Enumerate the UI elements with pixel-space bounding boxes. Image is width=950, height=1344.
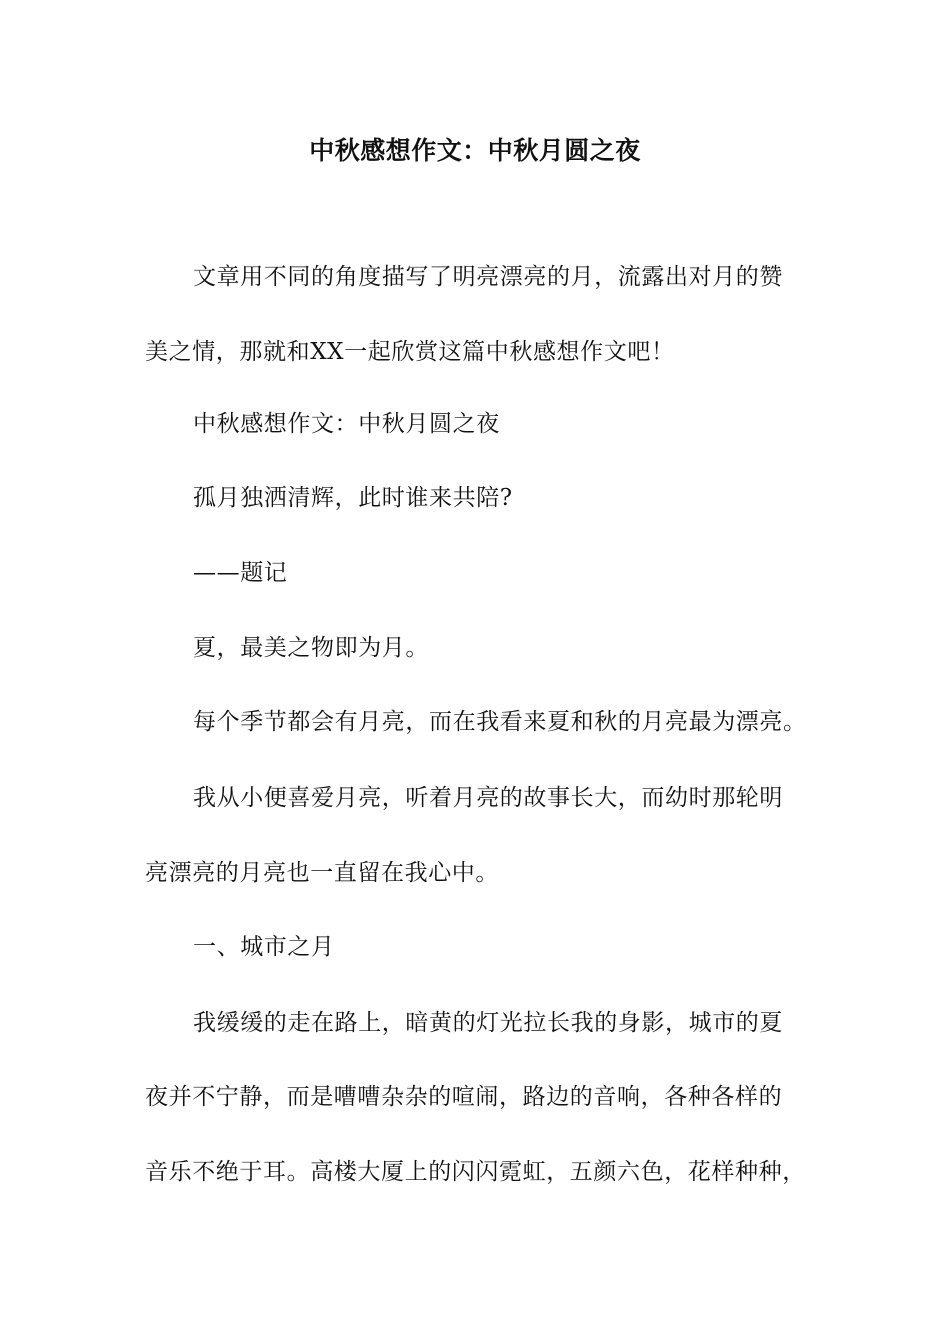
paragraph-line: 文章用不同的角度描写了明亮漂亮的月，流露出对月的赞: [193, 264, 783, 290]
paragraph-line: 孤月独洒清辉，此时谁来共陪?: [193, 485, 513, 511]
paragraph-line: ——题记: [193, 560, 288, 586]
document-title: 中秋感想作文：中秋月圆之夜: [309, 136, 641, 165]
paragraph-line: 夜并不宁静，而是嘈嘈杂杂的喧闹，路边的音响，各种各样的: [145, 1084, 783, 1110]
paragraph-line: 夏，最美之物即为月。: [193, 635, 429, 661]
paragraph-line: 音乐不绝于耳。高楼大厦上的闪闪霓虹，五颜六色，花样种种，: [145, 1159, 806, 1185]
paragraph-line: 中秋感想作文：中秋月圆之夜: [193, 411, 500, 437]
paragraph-line: 我从小便喜爱月亮，听着月亮的故事长大，而幼时那轮明: [193, 785, 783, 811]
paragraph-line: 美之情，那就和XX一起欣赏这篇中秋感想作文吧！: [145, 339, 675, 365]
paragraph-line: 一、城市之月: [193, 934, 335, 960]
paragraph-line: 亮漂亮的月亮也一直留在我心中。: [145, 860, 499, 886]
paragraph-line: 我缓缓的走在路上，暗黄的灯光拉长我的身影，城市的夏: [193, 1010, 783, 1036]
paragraph-line: 每个季节都会有月亮，而在我看来夏和秋的月亮最为漂亮。: [193, 709, 807, 735]
